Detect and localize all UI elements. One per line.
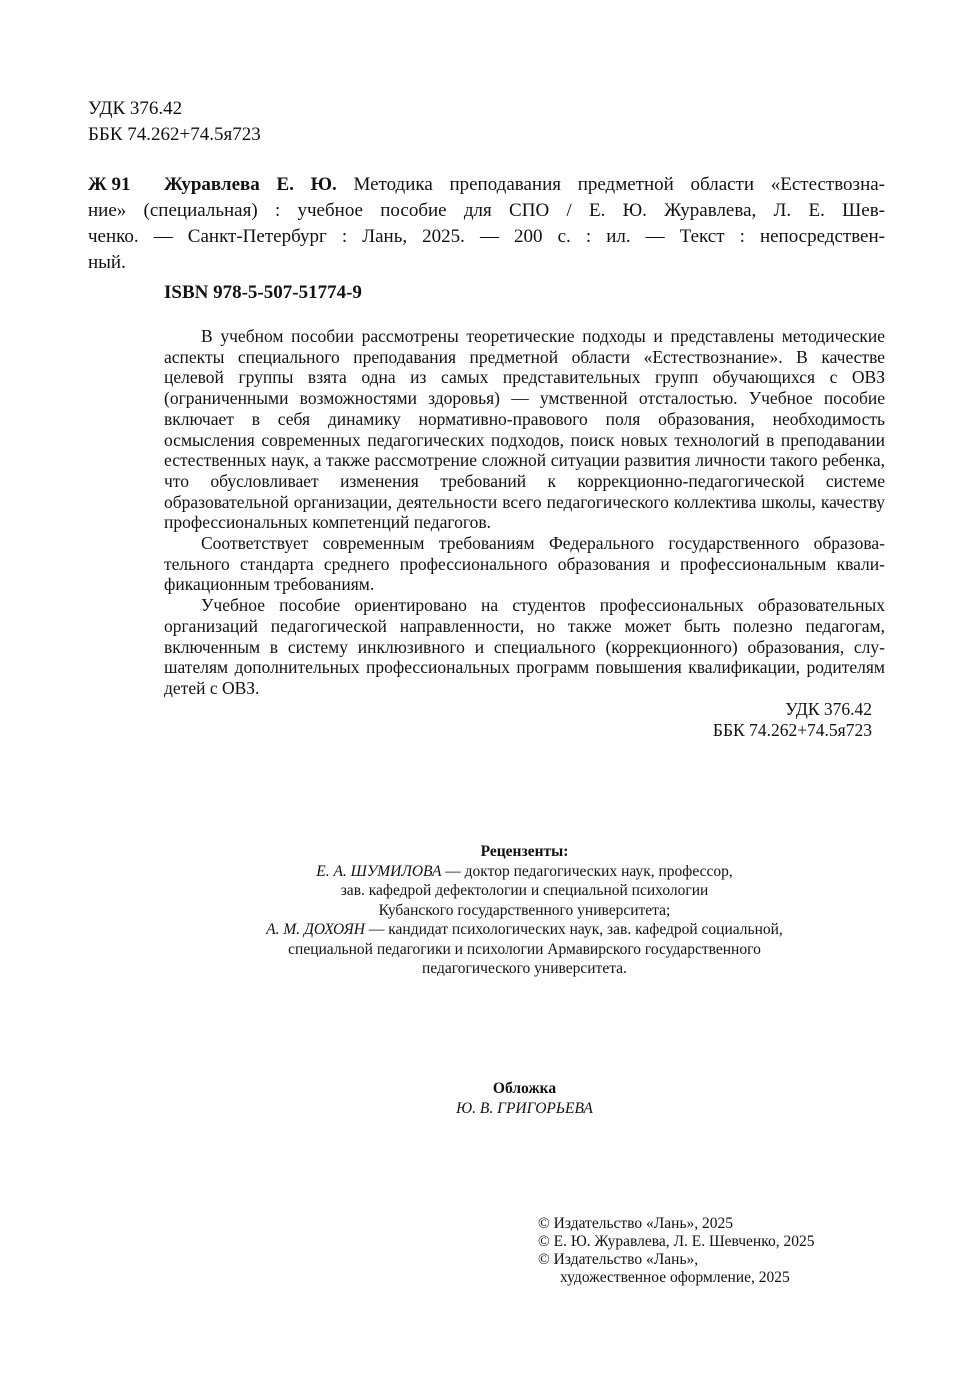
copyright-line-4: художественное оформление, 2025: [560, 1269, 790, 1286]
author-name: Журавлева Е. Ю.: [164, 174, 337, 195]
reviewer-1-line-1: [164, 862, 885, 882]
cover-credit: [164, 1079, 885, 1118]
cover-heading: Обложка: [492, 1080, 557, 1097]
annotation-paragraph-3: Учебное пособие ориентировано на студентов профессиональных образовательных организаций педагогической направленности, но также может быть полезно педагогам, включенным в систему инклюзивного и специального (коррекционного) образования, слушателям дополнительных профессиональных программ повышения квалификации, родителям детей с ОВЗ.: [164, 595, 885, 698]
bbk-code-bottom: ББК 74.262+74.5я723: [712, 720, 872, 740]
reviewer-1-line-2: зав. кафедрой дефектологии и специальной психологии: [340, 882, 709, 899]
reviewer-1-name: Е. А. ШУМИЛОВА: [316, 862, 442, 880]
author-sign: Ж 91: [88, 174, 131, 195]
bibliographic-entry: [88, 172, 885, 276]
reviewer-2-name: А. М. ДОХОЯН: [266, 921, 365, 938]
title-part-1: Методика преподавания предметной области «Естествозна-: [353, 174, 885, 195]
annotation: [164, 326, 885, 699]
classification-block-top: [88, 96, 261, 148]
udk-code: УДК 376.42: [88, 98, 183, 119]
cover-designer: Ю. В. ГРИГОРЬЕВА: [456, 1099, 593, 1117]
reviewers-block: [164, 842, 885, 979]
classification-block-bottom: [713, 699, 872, 741]
reviewers-heading: Рецензенты:: [480, 843, 569, 860]
bibliographic-description: [164, 172, 885, 198]
reviewer-2-line-1: [164, 920, 885, 940]
copyright-line-3: © Издательство «Лань»,: [538, 1251, 699, 1268]
annotation-paragraph-1: В учебном пособии рассмотрены теоретические подходы и представлены методические аспекты специального преподавания предметной области «Естествознание». В качестве целевой группы взята одна из самых представительных групп обучающихся с ОВЗ (ограниченными возможностями здоровья) — умственной отсталостью. Учебное пособие включает в себя динамику нормативно-правового поля образования, необходимость осмысления современных педагогических подходов, поиск новых технологий в преподавании естественных наук, а также рассмотрение сложной ситуации развития личности такого ребенка, что обусловливает изменения требований к коррекционно-педагогической системе образовательной организации, деятельности всего педагогического коллектива школы, качеству профессиональных компетенций педагогов.: [164, 326, 885, 533]
reviewer-2-line-2: специальной педагогики и психологии Армавирского государственного: [288, 940, 761, 958]
bbk-code: ББК 74.262+74.5я723: [88, 124, 261, 145]
udk-code-bottom: УДК 376.42: [785, 699, 872, 719]
reviewer-2-line-3: педагогического университета.: [422, 960, 627, 977]
isbn: ISBN 978-5-507-51774-9: [164, 282, 362, 303]
biblio-line-4: ный.: [88, 252, 126, 273]
copyright-block: [538, 1215, 814, 1287]
reviewer-1-line-3: Кубанского государственного университета;: [378, 901, 671, 919]
biblio-line-3: ченко. — Санкт-Петербург : Лань, 2025. — 200 с. : ил. — Текст : непосредствен-: [88, 226, 885, 247]
reviewer-1-title: — доктор педагогических наук, профессор,: [441, 862, 733, 880]
copyright-line-2: © Е. Ю. Журавлева, Л. Е. Шевченко, 2025: [538, 1233, 815, 1250]
biblio-line-1: [164, 172, 885, 198]
annotation-paragraph-2: Соответствует современным требованиям Федерального государственного образовательного стандарта среднего профессионального образования и профессиональным квалификационным требованиям.: [164, 533, 885, 595]
reviewer-2-title: — кандидат психологических наук, зав. кафедрой социальной,: [365, 921, 783, 938]
copyright-line-1: © Издательство «Лань», 2025: [538, 1215, 734, 1232]
biblio-line-2: ние» (специальная) : учебное пособие для СПО / Е. Ю. Журавлева, Л. Е. Шев-: [88, 200, 885, 221]
